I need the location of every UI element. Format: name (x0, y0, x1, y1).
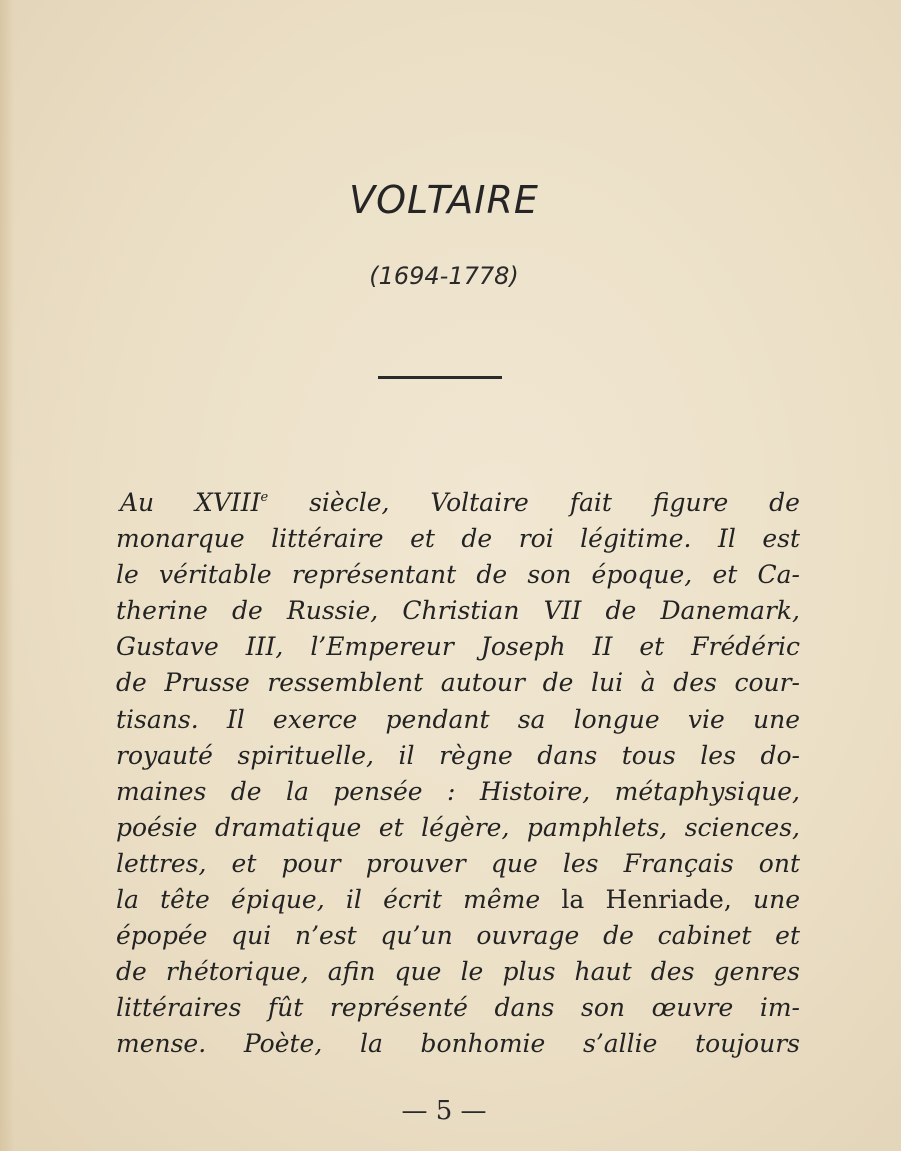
text-line-13: épopée qui n’est qu’un ouvrage de cabinet et (116, 921, 800, 951)
text-line-11: lettres, et pour prouver que les Français ont (116, 848, 800, 878)
text-line-14: de rhétorique, afin que le plus haut des genres (116, 957, 800, 987)
page-number: — 5 — (401, 1096, 487, 1126)
text-line-12-start: la tête épique, il écrit même (116, 885, 541, 915)
text-line-1-start: Au XVIII (120, 488, 261, 517)
text-line-1-rest: siècle, Voltaire fait figure de (268, 488, 800, 517)
text-line-16: mense. Poète, la bonhomie s’allie toujours (116, 1029, 800, 1059)
text-line-10: poésie dramatique et légère, pamphlets, sciences, (116, 812, 800, 842)
page-binding-shadow (0, 0, 14, 1151)
text-line-6: de Prusse ressemblent autour de lui à des cour- (116, 668, 800, 698)
text-line-3: le véritable représentant de son époque, et Ca- (116, 560, 800, 590)
text-line-2: monarque littéraire et de roi légitime. Il est (116, 524, 800, 554)
life-dates: (1694-1778) (369, 262, 519, 290)
text-line-5: Gustave III, l’Empereur Joseph II et Frédéric (116, 632, 800, 662)
superscript-e: e (260, 490, 269, 505)
text-line-12 (116, 882, 800, 918)
text-line-8: royauté spirituelle, il règne dans tous les do- (116, 740, 800, 770)
text-line-1 (116, 480, 800, 521)
page-title: VOLTAIRE (349, 178, 539, 222)
text-line-12-tail: une (731, 885, 800, 915)
henriade-title: la Henriade, (540, 885, 732, 915)
text-line-15: littéraires fût représenté dans son œuvre im- (116, 993, 800, 1023)
body-paragraph (116, 480, 800, 1063)
text-line-7: tisans. Il exerce pendant sa longue vie une (116, 704, 800, 734)
text-line-9: maines de la pensée : Histoire, métaphysique, (116, 776, 800, 806)
title-divider (378, 376, 502, 379)
text-line-4: therine de Russie, Christian VII de Danemark, (116, 596, 800, 626)
